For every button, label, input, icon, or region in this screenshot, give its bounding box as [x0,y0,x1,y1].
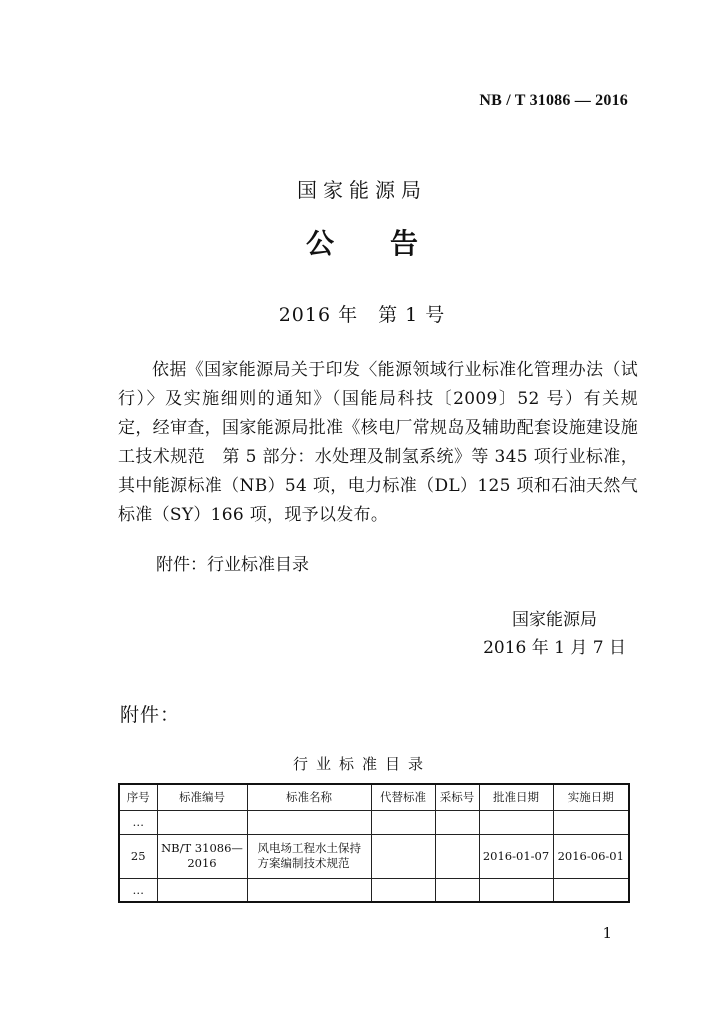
replaces-cell [371,878,435,902]
approved-cell [479,810,553,834]
column-header: 标准名称 [247,784,371,810]
seq-cell: 25 [119,834,157,878]
signature-date: 2016 年 1 月 7 日 [483,638,626,658]
standard-code: NB / T 31086 — 2016 [479,92,628,109]
issuer-name: 国家能源局 [297,178,427,202]
column-header: 代替标准 [371,784,435,810]
adopted-cell [435,834,479,878]
replaces-cell [371,810,435,834]
seq-cell: … [119,878,157,902]
page-number: 1 [602,924,612,942]
table-row [119,834,629,878]
code-cell: NB/T 31086—2016 [157,834,247,878]
replaces-cell [371,834,435,878]
column-header: 批准日期 [479,784,553,810]
code-cell [157,878,247,902]
signature-org: 国家能源局 [512,610,598,630]
adopted-cell [435,878,479,902]
column-header: 实施日期 [553,784,629,810]
adopted-cell [435,810,479,834]
effective-cell [553,810,629,834]
notice-title-char-1: 公 [305,227,334,260]
column-header: 序号 [119,784,157,810]
column-header: 采标号 [435,784,479,810]
table-row [119,878,629,902]
table-title: 行业标准目录 [292,755,431,773]
effective-cell [553,878,629,902]
signature-block [483,606,626,662]
notice-number: 2016 年 第 1 号 [278,304,446,326]
table-row [119,810,629,834]
code-cell [157,810,247,834]
approved-cell [479,878,553,902]
approved-cell: 2016-01-07 [479,834,553,878]
attachment-note: 附件：行业标准目录 [156,555,309,575]
seq-cell: … [119,810,157,834]
table-header-row [119,784,629,810]
column-header: 标准编号 [157,784,247,810]
name-cell: 风电场工程水土保持方案编制技术规范 [247,834,371,878]
name-cell [247,878,371,902]
effective-cell: 2016-06-01 [553,834,629,878]
standards-table [118,783,630,903]
attachment-label: 附件： [120,704,181,726]
notice-title [0,222,724,262]
name-cell [247,810,371,834]
notice-body: 依据《国家能源局关于印发〈能源领域行业标准化管理办法（试行）〉及实施细则的通知》（国能局科技〔2009〕52 号）有关规定，经审查，国家能源局批准《核电厂常规岛及辅助配套设施建设施工技术规范 第 5 部分：水处理及制氢系统》等 345 项行业标准，其中能源标准（NB）54 项，电力标准（DL）125 项和石油天然气标准（SY）166 项，现予以发布。 [118,360,638,525]
notice-title-char-2: 告 [390,227,419,260]
